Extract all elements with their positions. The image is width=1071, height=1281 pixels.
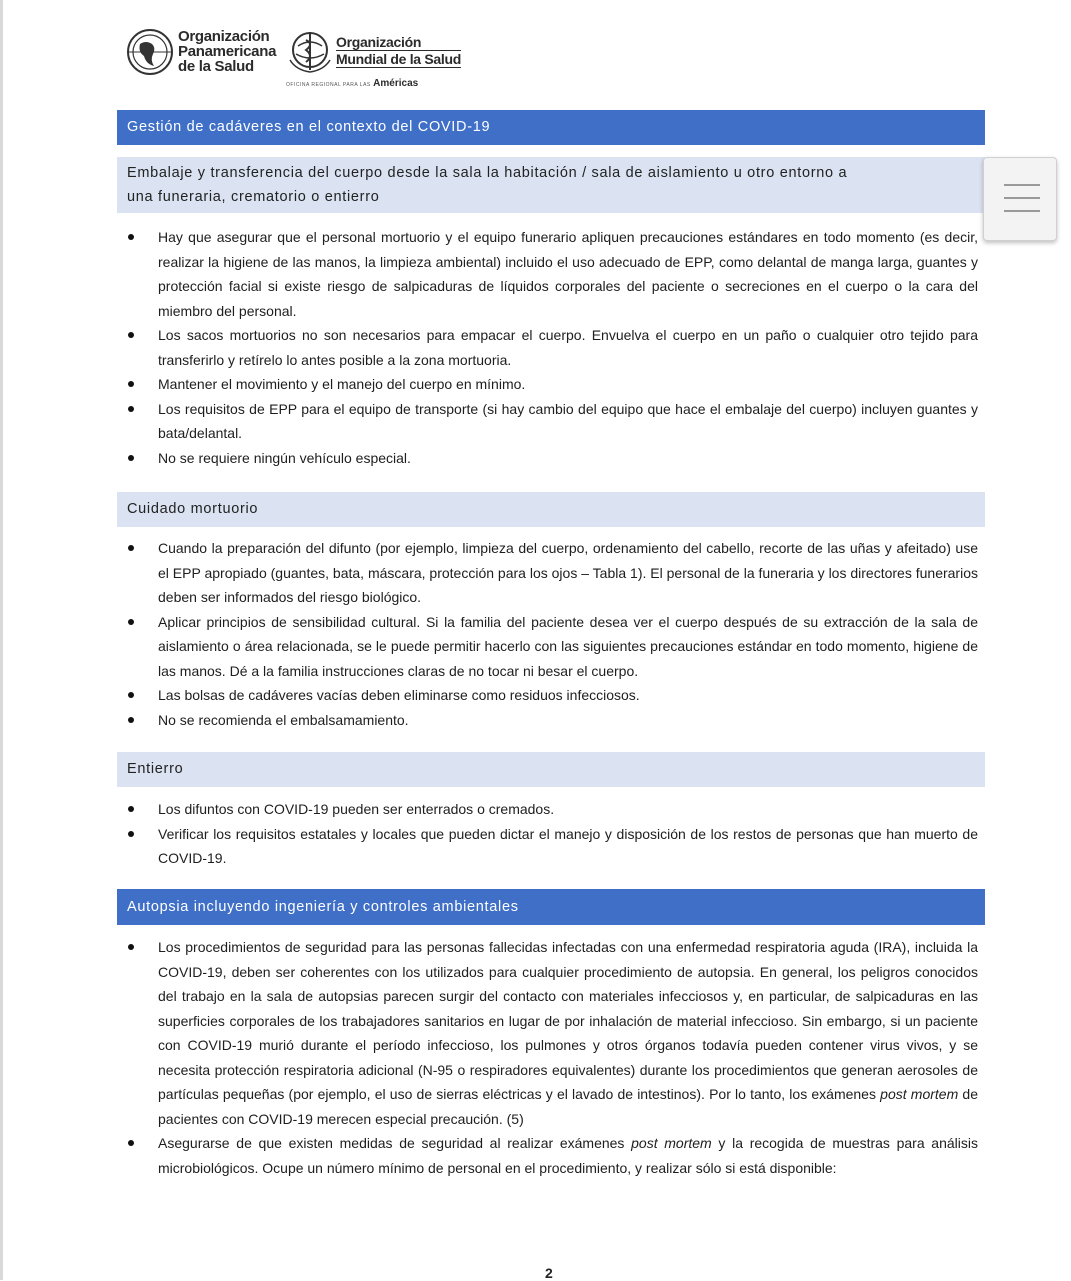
list-entierro [126, 797, 978, 871]
list-autopsia [126, 935, 978, 1180]
section-heading-embalaje [117, 157, 985, 213]
document-title: Gestión de cadáveres en el contexto del COVID-19 [127, 119, 491, 135]
who-line-2: Mundial de la Salud [336, 51, 461, 67]
who-name [336, 34, 461, 68]
text-run: Los procedimientos de seguridad para las personas fallecidas infectadas con una enfermedad respiratoria aguda (IRA), incluida la COVID-19, deben ser coherentes con los utilizados para cualquier procedimiento de autopsia. En general, los peligros conocidos del trabajo en la sala de autopsias parecen surgir del contacto con materiales infecciosos y, en particular, de salpicaduras en las superficies corporales de los trabajadores sanitarios en lugar de por inhalación de material infeccioso. Sin embargo, si un paciente con COVID-19 murió durante el período infeccioso, los pulmones y otros órganos todavía pueden contener virus vivos, y se necesita protección respiratoria adicional (N-95 o respiradores equivalentes) durante los procedimientos que generan aerosoles de partículas pequeñas (por ejemplo, el uso de sierras eléctricas y el lavado de intestinos). Por lo tanto, los exámenes [158, 939, 978, 1102]
list-item: Los requisitos de EPP para el equipo de transporte (si hay cambio del equipo que hace el embalaje del cuerpo) incluyen guantes y bata/delantal. [126, 397, 978, 446]
hamburger-menu-icon [1004, 184, 1040, 186]
document-title-bar [117, 110, 985, 145]
who-logo-icon [286, 26, 334, 76]
text-run: y la recogida de muestras para análisis microbiológicos. Ocupe un número mínimo de personal en el procedimiento, y realizar sólo si está disponible: [158, 1135, 978, 1176]
text-run: de pacientes con COVID-19 merecen especial precaución. (5) [158, 1086, 978, 1127]
header-logos [126, 26, 466, 92]
section-heading-autopsia [117, 889, 985, 925]
who-line-1: Organización [336, 34, 461, 51]
list-item [126, 1131, 978, 1180]
page-edge [0, 0, 3, 1280]
section-heading: Cuidado mortuorio [127, 501, 259, 517]
section-heading-line-2: una funeraria, crematorio o entierro [127, 189, 380, 205]
menu-button[interactable] [983, 157, 1057, 241]
page-number: 2 [545, 1265, 553, 1281]
text-run: Asegurarse de que existen medidas de seguridad al realizar exámenes [158, 1135, 632, 1151]
who-sub-small: OFICINA REGIONAL PARA LAS [286, 82, 371, 88]
list-item: Verificar los requisitos estatales y locales que pueden dictar el manejo y disposición de los restos de personas que han muerto de COVID-19. [126, 822, 978, 871]
who-region [286, 78, 418, 89]
list-embalaje [126, 225, 978, 470]
list-item: Los sacos mortuorios no son necesarios para empacar el cuerpo. Envuelva el cuerpo en un paño o cualquier otro tejido para transferirlo y retírelo lo antes posible a la zona mortuoria. [126, 323, 978, 372]
paho-line-2: Panamericana [178, 43, 277, 60]
section-heading-entierro [117, 752, 985, 787]
list-item: Aplicar principios de sensibilidad cultural. Si la familia del paciente desea ver el cuerpo después de su extracción de la sala de aislamiento o área relacionada, se le puede permitir hacerlo con las siguientes precauciones estándar en todo momento, higiene de las manos. Dé a la familia instrucciones claras de no tocar ni besar el cuerpo. [126, 610, 978, 684]
paho-line-3: de la Salud [178, 58, 254, 75]
list-item: No se requiere ningún vehículo especial. [126, 446, 978, 471]
section-heading-cuidado [117, 492, 985, 527]
list-item: Mantener el movimiento y el manejo del cuerpo en mínimo. [126, 372, 978, 397]
list-item: No se recomienda el embalsamamiento. [126, 708, 978, 733]
list-item: Cuando la preparación del difunto (por ejemplo, limpieza del cuerpo, ordenamiento del cabello, recorte de las uñas y afeitado) use el EPP apropiado (guantes, bata, máscara, protección para los ojos – Tabla 1). El personal de la funeraria y los directores funerarios deben ser informados del riesgo biológico. [126, 536, 978, 610]
paho-name [178, 29, 276, 74]
section-heading-line-1: Embalaje y transferencia del cuerpo desde la sala la habitación / sala de aislamiento u otro entorno a [127, 165, 848, 181]
hamburger-menu-icon [1004, 210, 1040, 212]
section-heading: Entierro [127, 761, 184, 777]
paho-line-1: Organización [178, 28, 270, 45]
section-heading: Autopsia incluyendo ingeniería y controles ambientales [127, 899, 519, 915]
list-item: Las bolsas de cadáveres vacías deben eliminarse como residuos infecciosos. [126, 683, 978, 708]
who-sub-region: Américas [373, 78, 419, 89]
hamburger-menu-icon [1004, 197, 1040, 199]
list-cuidado [126, 536, 978, 732]
list-item [126, 935, 978, 1131]
emphasis: post mortem [631, 1135, 712, 1151]
emphasis: post mortem [880, 1086, 959, 1102]
list-item: Los difuntos con COVID-19 pueden ser enterrados o cremados. [126, 797, 978, 822]
list-item: Hay que asegurar que el personal mortuorio y el equipo funerario apliquen precauciones estándares en todo momento (es decir, realizar la higiene de las manos, la limpieza ambiental) incluido el uso adecuado de EPP, como delantal de manga larga, guantes y protección facial si existe riesgo de salpicaduras de líquidos corporales del paciente o secreciones en el cuerpo o la cara del miembro del personal. [126, 225, 978, 323]
paho-logo-icon [126, 26, 174, 78]
